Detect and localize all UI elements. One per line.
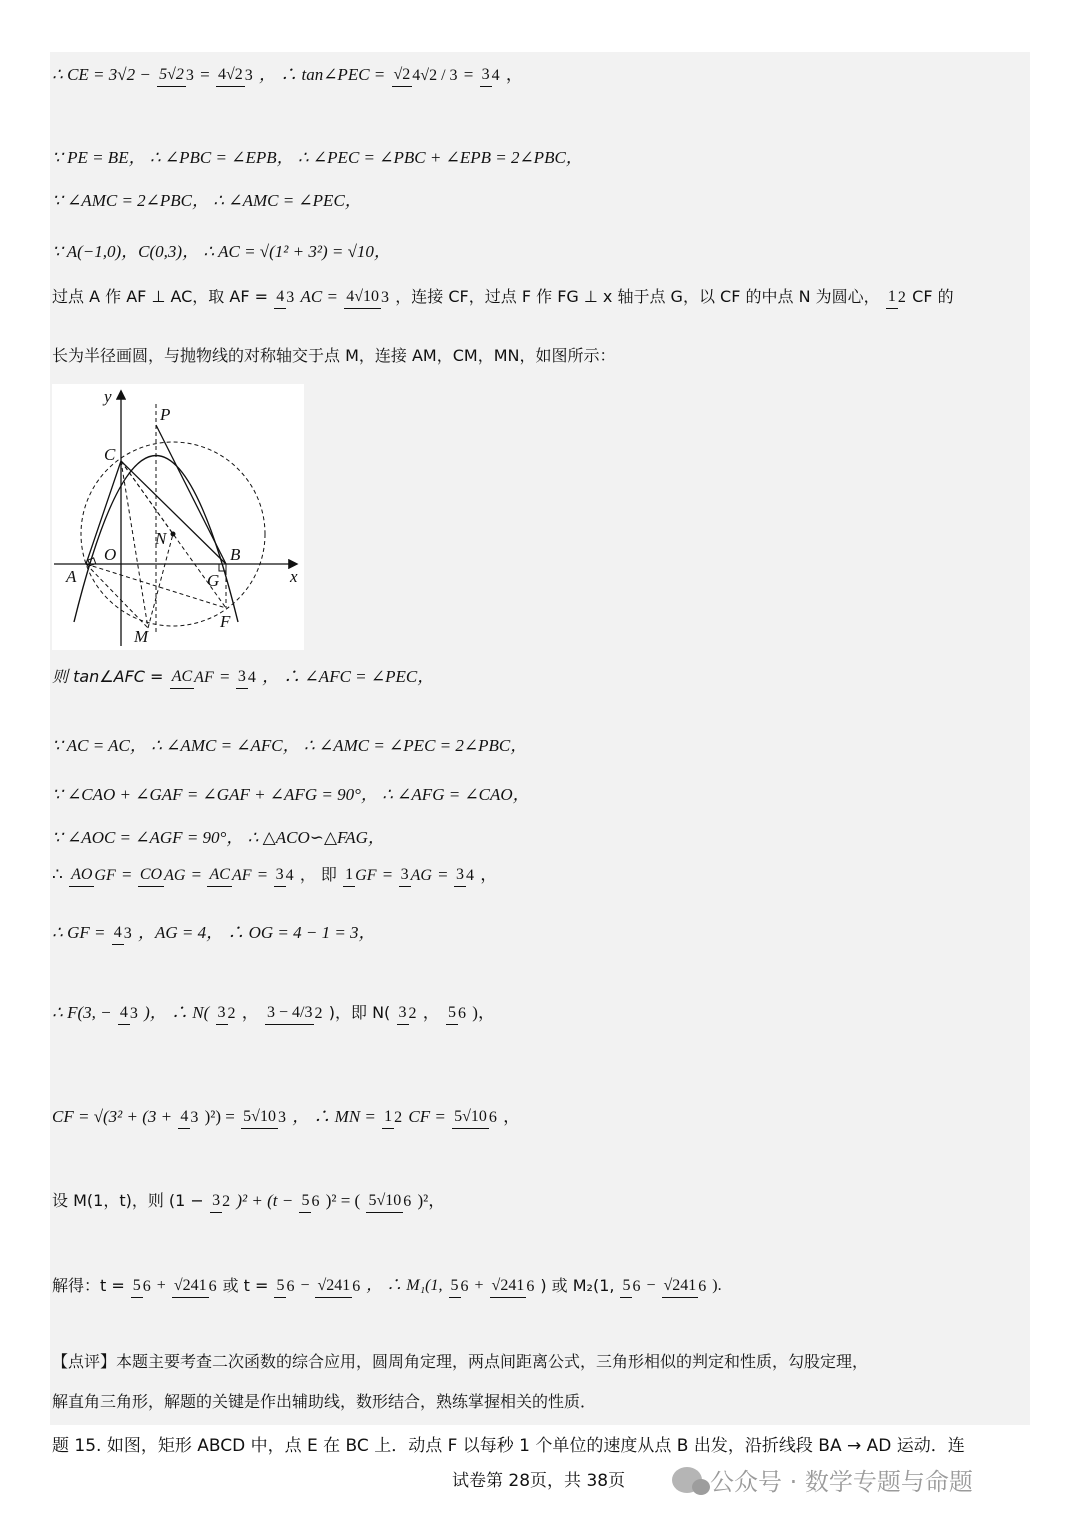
comment-line-1: 【点评】本题主要考查二次函数的综合应用，圆周角定理，两点间距离公式，三角形相似的判定和性质，勾股定理， [52, 1352, 869, 1371]
fraction: 3 2 [210, 1189, 230, 1214]
segment-MN [148, 534, 173, 628]
fraction: √2 4√2 / 3 [392, 63, 458, 88]
label-C: C [104, 445, 116, 464]
line-3: ∵ ∠AMC = 2∠PBC， ∴ ∠AMC = ∠PEC， [52, 191, 362, 210]
fraction: 5 6 [131, 1274, 151, 1298]
segment-CB [121, 461, 226, 564]
fraction: 1 GF [343, 863, 376, 888]
fraction: AC AF [207, 863, 251, 888]
comment-line-2: 解直角三角形，解题的关键是作出辅助线，数形结合，熟练掌握相关的性质． [52, 1392, 597, 1411]
line-6: 长为半径画圆，与抛物线的对称轴交于点 M，连接 AM，CM，MN，如图所示： [52, 346, 616, 365]
fraction: CO AG [138, 863, 186, 888]
fraction: AC AF [170, 665, 214, 690]
label-A: A [66, 567, 77, 586]
line-7: 则 tan∠AFC = AC AF = 3 4 ， ∴ ∠AFC = ∠PEC， [52, 664, 434, 689]
line-5: 过点 A 作 AF ⊥ AC，取 AF = 4 3 AC = 4√10 3 ，连接 CF，过点 F 作 FG ⊥ x 轴于点 G，以 CF 的中点 N 为圆心， 1 2 CF 的 [52, 284, 954, 309]
text: ∴ CE = 3√2 − [52, 65, 151, 85]
fraction: √241 6 [172, 1274, 217, 1298]
segment-PB [156, 425, 226, 564]
fraction: 5 6 [446, 1001, 466, 1026]
fraction: √241 6 [662, 1274, 707, 1298]
fraction: 3 4 [236, 665, 256, 690]
fraction: 5√10 6 [366, 1189, 411, 1214]
label-y: y [104, 387, 112, 406]
line-15: 设 M(1，t)，则 (1 − 3 2 )² + (t − 5 6 )² = ( 5√10 6 )²， [52, 1188, 445, 1213]
label-N: N [155, 529, 167, 548]
line-10: ∵ ∠AOC = ∠AGF = 90°， ∴ △ACO∽△FAG， [52, 828, 385, 847]
line-14: CF = √(3² + (3 + 4 3 )²) = 5√10 3 ， ∴ MN = 1 2 CF = 5√10 6 ， [52, 1104, 520, 1129]
fraction: 5 6 [299, 1189, 319, 1214]
fraction: 4 3 [274, 285, 294, 310]
label-O: O [104, 545, 117, 564]
label-G: G [207, 571, 220, 590]
geometry-figure [52, 384, 304, 650]
fraction: 4 3 [118, 1001, 138, 1026]
fraction: 3 4 [454, 863, 474, 888]
wechat-icon [672, 1467, 702, 1493]
line-13: ∴ F(3, − 4 3 )， ∴ N( 3 2 ， 3 − 4/3 2 )，即 N( 3 2 ， 5 6 )， [52, 1000, 495, 1025]
figure-svg [52, 384, 304, 650]
fraction: 5 6 [620, 1274, 640, 1298]
fraction: 3 2 [216, 1001, 236, 1026]
fraction: 4√2 3 [216, 63, 253, 88]
line-1: ∴ CE = 3√2 − 5√2 3 = 4√2 3 ， ∴ tan∠PEC = √2 4√2 / 3 = 3 4 ， [52, 62, 523, 87]
fraction: 1 2 [382, 1105, 402, 1130]
fraction: √241 6 [490, 1274, 535, 1298]
fraction: 4 3 [178, 1105, 198, 1130]
page-footer: 试卷第 28页，共 38页 [452, 1471, 626, 1491]
fraction: 4√10 3 [344, 285, 389, 310]
fraction: 3 2 [397, 1001, 417, 1026]
line-2: ∵ PE = BE， ∴ ∠PBC = ∠EPB， ∴ ∠PEC = ∠PBC + ∠EPB = 2∠PBC， [52, 148, 583, 167]
fraction: 5 6 [449, 1274, 469, 1298]
fraction: 3 − 4/3 2 [265, 1001, 322, 1026]
label-P: P [160, 405, 171, 424]
segment-CM [121, 461, 148, 628]
line-16: 解得：t = 5 6 + √241 6 或 t = 5 6 − √241 6 ， ∴ M₁(1, 5 6 + √241 6 ) 或 M₂(1, 5 6 − √241 6 ). [52, 1274, 722, 1298]
label-B: B [230, 545, 241, 564]
fraction: 3 4 [274, 863, 294, 888]
line-8: ∵ AC = AC， ∴ ∠AMC = ∠AFC， ∴ ∠AMC = ∠PEC = 2∠PBC， [52, 736, 528, 755]
right-angle-A [88, 558, 96, 566]
line-9: ∵ ∠CAO + ∠GAF = ∠GAF + ∠AFG = 90°， ∴ ∠AFG = ∠CAO， [52, 785, 530, 804]
label-M: M [134, 627, 149, 646]
fraction: 5 6 [274, 1274, 294, 1298]
watermark [672, 1462, 973, 1497]
watermark-text: 公众号 · 数学专题与命题 [710, 1468, 973, 1496]
label-x: x [290, 567, 298, 586]
point-N [171, 532, 176, 537]
fraction: √241 6 [315, 1274, 360, 1298]
fraction: 5√10 3 [241, 1105, 286, 1130]
question-15: 题 15. 如图，矩形 ABCD 中，点 E 在 BC 上．动点 F 以每秒 1 个单位的速度从点 B 出发，沿折线段 BA → AD 运动．连 [52, 1436, 965, 1456]
fraction: 3 AG [399, 863, 432, 888]
line-4: ∵ A(−1,0)，C(0,3)， ∴ AC = √(1² + 3²) = √10， [52, 242, 391, 261]
fraction: 3 4 [480, 63, 500, 88]
fraction: 5√2 3 [157, 63, 194, 88]
label-F: F [220, 612, 231, 631]
fraction: AO GF [69, 863, 116, 888]
line-12: ∴ GF = 4 3 ，AG = 4， ∴ OG = 4 − 1 = 3， [52, 920, 376, 945]
line-11: ∴ AO GF = CO AG = AC AF = 3 4 ， 即 1 GF = 3 AG = 3 4 ， [52, 862, 497, 887]
segment-CN [121, 461, 173, 534]
fraction: 5√10 6 [452, 1105, 497, 1130]
fraction: 4 3 [112, 921, 132, 946]
fraction: 1 2 [886, 285, 906, 310]
